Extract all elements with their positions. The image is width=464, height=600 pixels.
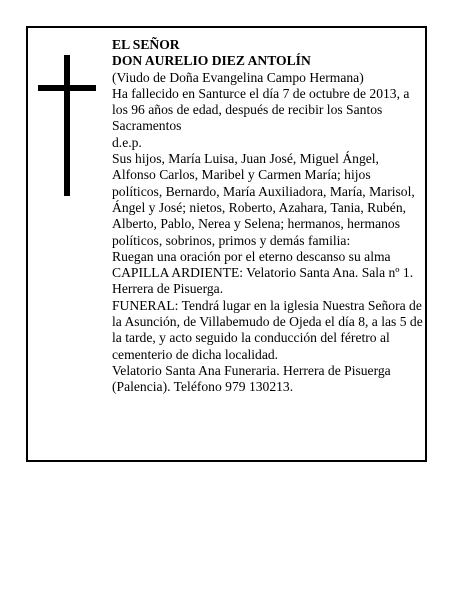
- prayer-request: Ruegan una oración por el eterno descanso su alma: [112, 248, 391, 264]
- obituary-title: EL SEÑOR: [112, 37, 180, 52]
- rip-abbreviation: d.e.p.: [112, 134, 142, 150]
- family-list: Sus hijos, María Luisa, Juan José, Miguel Ángel, Alfonso Carlos, Maribel y Carmen María; hijos políticos, Bernardo, María Auxiliadora, María, Marisol, Ángel y José; nietos, Roberto, Azahara, Tania, Rubén, Alberto, Pablo, Nerea y Selena; hermanos, hermanos políticos, sobrinos, primos y demás familia:: [112, 151, 415, 248]
- cross-vertical-bar: [64, 55, 70, 196]
- widower-note: (Viudo de Doña Evangelina Campo Hermana): [112, 69, 364, 85]
- obituary-text: [112, 37, 424, 396]
- death-details: Ha fallecido en Santurce el día 7 de octubre de 2013, a los 96 años de edad, después de recibir los Santos Sacramentos: [112, 85, 410, 134]
- funeral-home-info: Velatorio Santa Ana Funeraria. Herrera de Pisuerga (Palencia). Teléfono 979 130213.: [112, 362, 391, 395]
- chapel-info: CAPILLA ARDIENTE: Velatorio Santa Ana. Sala nº 1. Herrera de Pisuerga.: [112, 265, 414, 297]
- funeral-info: FUNERAL: Tendrá lugar en la iglesia Nuestra Señora de la Asunción, de Villabemudo de Ojeda el día 8, a las 5 de la tarde, y acto seguido la conducción del féretro al cementerio de dicha localidad.: [112, 297, 423, 362]
- cross-horizontal-bar: [38, 85, 96, 91]
- deceased-name: DON AURELIO DIEZ ANTOLÍN: [112, 53, 311, 69]
